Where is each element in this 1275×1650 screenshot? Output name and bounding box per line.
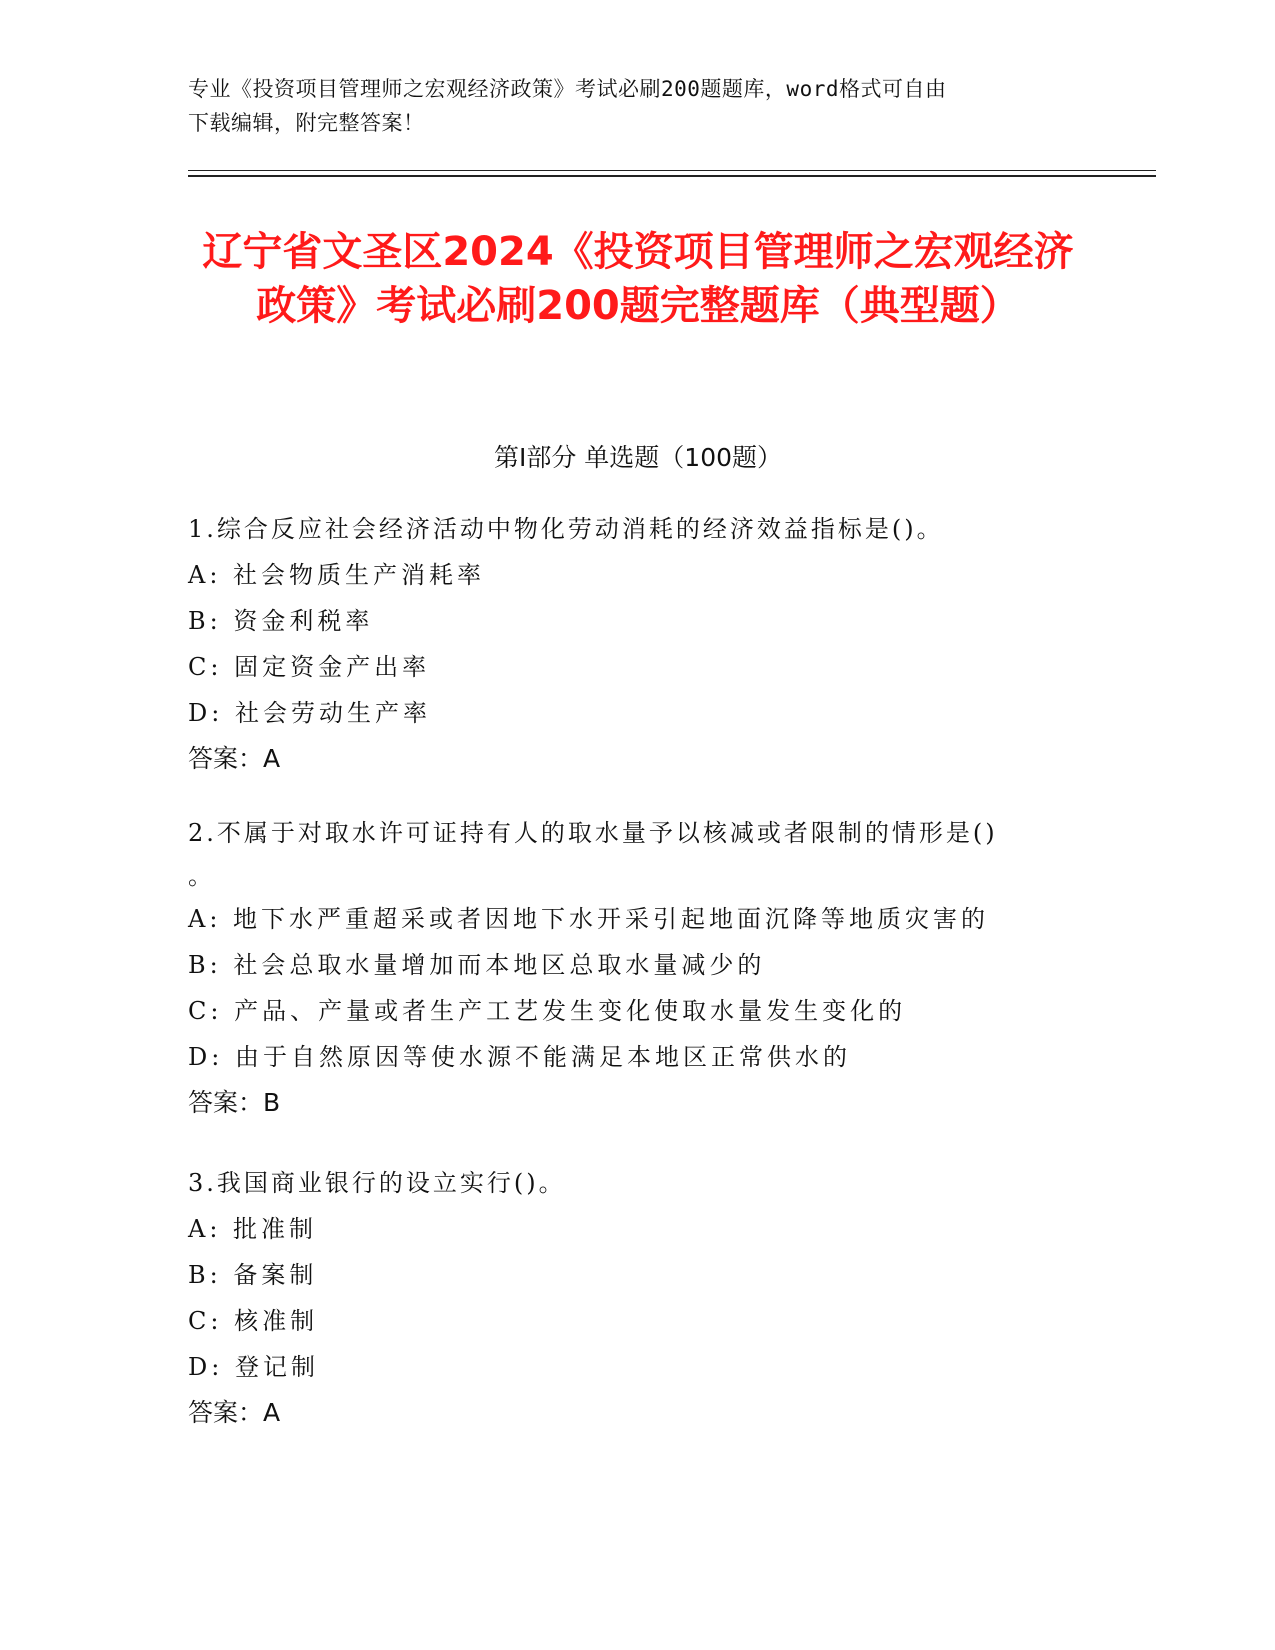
header-rule-bottom: [188, 175, 1156, 177]
option-b: B: 社会总取水量增加而本地区总取水量减少的: [188, 951, 766, 979]
answer: 答案：A: [188, 1398, 281, 1427]
option-c: C: 核准制: [188, 1307, 319, 1335]
header-rule-top: [188, 170, 1156, 171]
option-d: D: 由于自然原因等使水源不能满足本地区正常供水的: [188, 1043, 851, 1071]
answer: 答案：A: [188, 744, 281, 773]
option-a: A: 社会物质生产消耗率: [188, 561, 486, 589]
header-note-line-2: 下载编辑，附完整答案！: [188, 111, 425, 135]
option-b: B: 备案制: [188, 1261, 318, 1289]
option-c: C: 固定资金产出率: [188, 653, 431, 681]
question-3: [188, 1160, 1088, 1436]
option-d: D: 登记制: [188, 1353, 319, 1381]
question-stem: 2.不属于对取水许可证持有人的取水量予以核减或者限制的情形是(): [188, 819, 998, 847]
document-title: 辽宁省文圣区2024《投资项目管理师之宏观经济政策》考试必刷200题完整题库（典型题）: [202, 229, 1074, 329]
part-heading: 第I部分 单选题（100题）: [493, 443, 783, 472]
question-1: [188, 506, 1088, 782]
question-stem-continuation: 。: [188, 862, 215, 890]
option-d: D: 社会劳动生产率: [188, 699, 431, 727]
question-stem: 1.综合反应社会经济活动中物化劳动消耗的经济效益指标是()。: [188, 515, 944, 543]
option-b: B: 资金利税率: [188, 607, 374, 635]
header-note-line-1: 专业《投资项目管理师之宏观经济政策》考试必刷200题题库，word格式可自由: [188, 77, 947, 101]
header-note: [188, 72, 1068, 140]
question-stem: 3.我国商业银行的设立实行()。: [188, 1169, 566, 1197]
option-a: A: 批准制: [188, 1215, 318, 1243]
question-2: [188, 810, 1088, 1126]
option-a: A: 地下水严重超采或者因地下水开采引起地面沉降等地质灾害的: [188, 905, 990, 933]
option-c: C: 产品、产量或者生产工艺发生变化使取水量发生变化的: [188, 997, 907, 1025]
answer: 答案：B: [188, 1088, 281, 1117]
